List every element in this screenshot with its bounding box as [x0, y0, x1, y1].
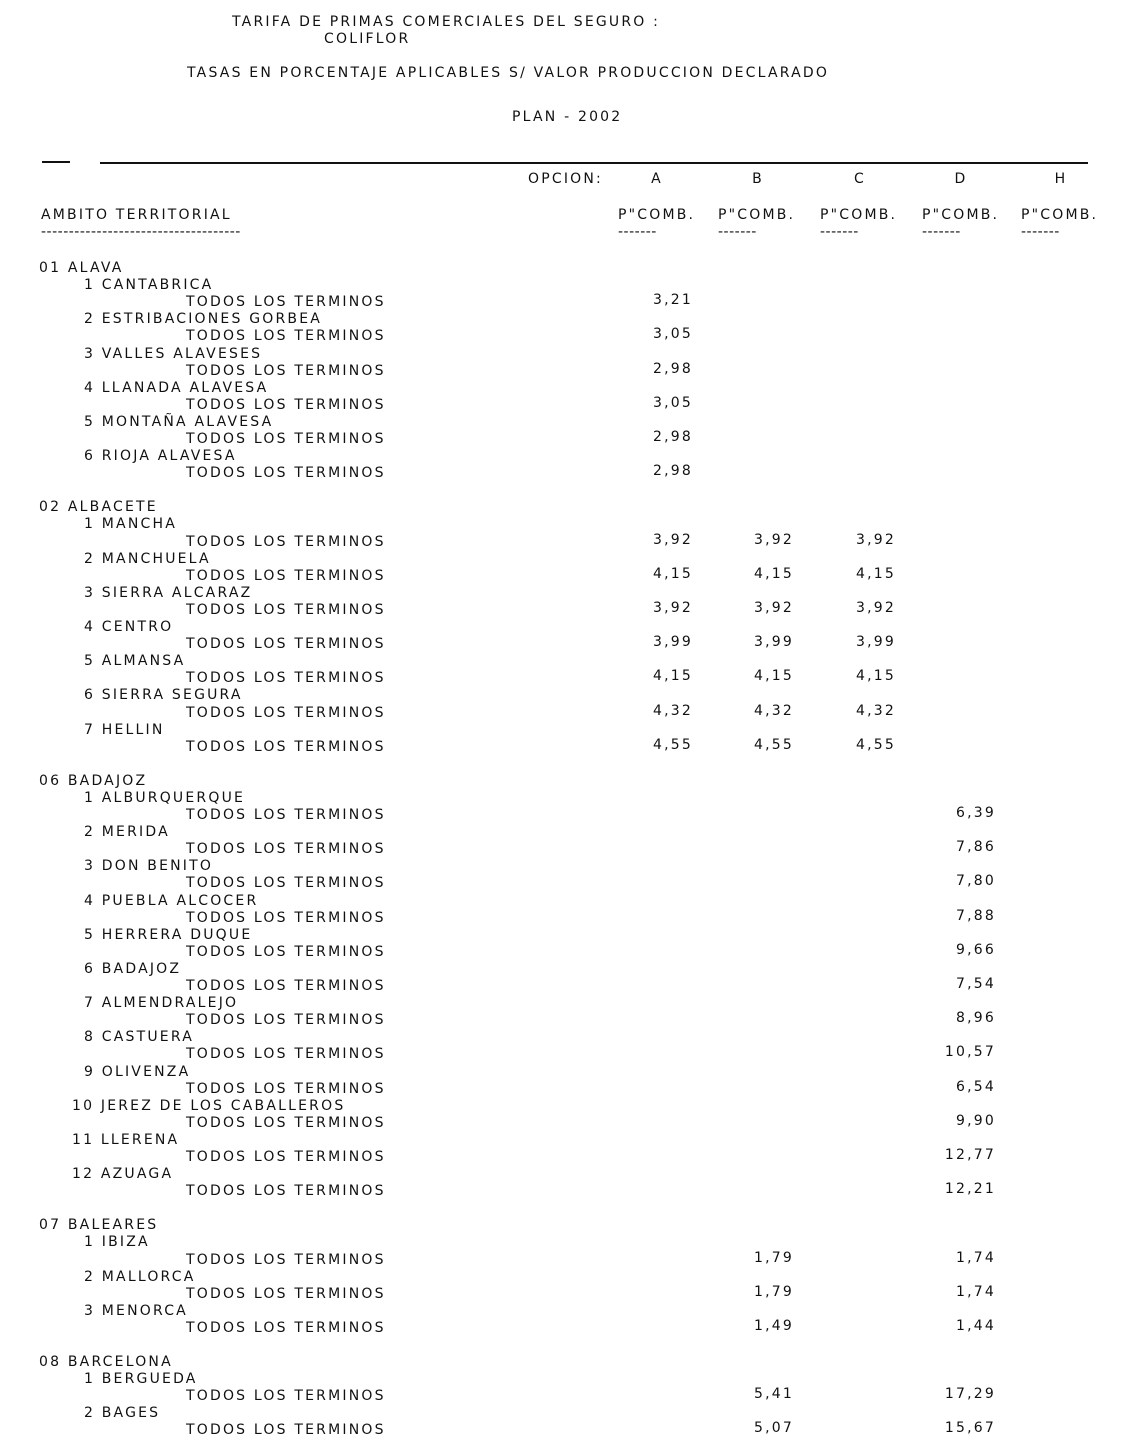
region-name: 4 PUEBLA ALCOCER [84, 892, 259, 909]
province-name: 02 ALBACETE [39, 499, 158, 516]
rate-value: 7,88 [956, 907, 996, 924]
document-subtitle: TASAS EN PORCENTAJE APLICABLES S/ VALOR PRODUCCION DECLARADO [187, 65, 830, 81]
region-name: 3 SIERRA ALCARAZ [84, 584, 253, 601]
terms-label: TODOS LOS TERMINOS [186, 943, 386, 960]
terms-label: TODOS LOS TERMINOS [186, 738, 386, 755]
rate-value: 4,55 [754, 736, 794, 753]
column-underline-b: ------- [718, 224, 757, 240]
terms-label: TODOS LOS TERMINOS [186, 328, 386, 345]
region-name: 1 ALBURQUERQUE [84, 789, 246, 806]
province-name: 01 ALAVA [39, 260, 124, 276]
rate-value: 6,39 [956, 805, 996, 821]
rate-value: 1,44 [956, 1317, 996, 1334]
rate-value: 1,74 [956, 1283, 996, 1300]
option-header-d: D [954, 171, 968, 187]
region-name: 1 BERGUEDA [84, 1371, 198, 1388]
rate-value: 12,77 [944, 1147, 996, 1163]
terms-label: TODOS LOS TERMINOS [186, 1319, 386, 1336]
rate-value: 4,32 [754, 702, 794, 719]
region-name: 3 MENORCA [84, 1302, 188, 1319]
province-name: 06 BADAJOZ [39, 772, 148, 789]
crop-name: COLIFLOR [324, 31, 411, 47]
province-name: 07 BALEARES [39, 1217, 159, 1234]
rate-value: 4,32 [653, 702, 693, 719]
terms-label: TODOS LOS TERMINOS [186, 807, 386, 823]
terms-label: TODOS LOS TERMINOS [186, 1285, 386, 1302]
terms-label: TODOS LOS TERMINOS [186, 1046, 386, 1063]
rate-value: 3,92 [754, 531, 794, 548]
terms-label: TODOS LOS TERMINOS [186, 601, 386, 618]
option-header-c: C [854, 171, 866, 187]
rate-value: 3,21 [653, 292, 693, 309]
region-name: 7 ALMENDRALEJO [84, 995, 239, 1012]
ambito-underline: ------------------------------------ [41, 224, 241, 240]
region-name: 6 RIOJA ALAVESA [84, 448, 237, 465]
region-name: 7 HELLIN [84, 721, 165, 738]
region-name: 2 MALLORCA [84, 1268, 196, 1285]
region-name: 1 MANCHA [84, 516, 177, 533]
region-name: 3 VALLES ALAVESES [84, 345, 263, 362]
terms-label: TODOS LOS TERMINOS [186, 362, 386, 379]
terms-label: TODOS LOS TERMINOS [186, 1080, 386, 1097]
rate-value: 7,80 [956, 873, 996, 890]
option-header-b: B [752, 171, 764, 187]
region-name: 12 AZUAGA [72, 1166, 174, 1183]
rate-value: 15,67 [944, 1420, 996, 1437]
rate-value: 4,15 [754, 668, 794, 685]
region-name: 5 HERRERA DUQUE [84, 926, 253, 943]
region-name: 5 MONTAÑA ALAVESA [84, 413, 274, 430]
rate-value: 10,57 [944, 1044, 996, 1061]
terms-label: TODOS LOS TERMINOS [186, 1149, 386, 1165]
terms-label: TODOS LOS TERMINOS [186, 1012, 386, 1029]
column-label-b: P"COMB. [718, 207, 796, 223]
ambito-label: AMBITO TERRITORIAL [41, 207, 232, 223]
rate-value: 1,79 [754, 1249, 794, 1266]
opcion-label: OPCION: [528, 171, 603, 187]
rate-value: 6,54 [956, 1078, 996, 1095]
column-label-d: P"COMB. [922, 207, 1000, 223]
region-name: 4 CENTRO [84, 619, 174, 635]
terms-label: TODOS LOS TERMINOS [186, 1251, 386, 1268]
rate-value: 5,07 [754, 1420, 794, 1437]
terms-label: TODOS LOS TERMINOS [186, 704, 386, 721]
rate-value: 4,15 [856, 565, 896, 582]
rate-value: 1,49 [754, 1317, 794, 1334]
region-name: 5 ALMANSA [84, 653, 186, 670]
region-name: 2 MANCHUELA [84, 550, 211, 567]
terms-label: TODOS LOS TERMINOS [186, 533, 386, 550]
rate-value: 2,98 [653, 429, 693, 445]
rate-value: 2,98 [653, 360, 693, 377]
rate-value: 3,99 [754, 634, 794, 651]
top-rule [100, 162, 1088, 164]
rate-value: 3,92 [856, 599, 896, 616]
terms-label: TODOS LOS TERMINOS [186, 1183, 386, 1200]
column-underline-d: ------- [922, 224, 961, 240]
rate-value: 4,15 [653, 668, 693, 685]
top-rule-short [42, 161, 70, 163]
rate-value: 3,99 [653, 634, 693, 651]
document-title: TARIFA DE PRIMAS COMERCIALES DEL SEGURO : [232, 14, 661, 30]
region-name: 8 CASTUERA [84, 1029, 194, 1046]
rate-value: 4,15 [856, 668, 896, 685]
rate-value: 3,05 [653, 326, 693, 343]
column-label-c: P"COMB. [820, 207, 898, 223]
rate-value: 7,86 [956, 839, 996, 856]
region-name: 2 BAGES [84, 1405, 161, 1422]
terms-label: TODOS LOS TERMINOS [186, 465, 386, 482]
region-name: 11 LLERENA [72, 1131, 180, 1148]
rate-value: 12,21 [944, 1181, 996, 1198]
rate-value: 9,90 [956, 1112, 996, 1129]
region-name: 6 SIERRA SEGURA [84, 687, 243, 704]
rate-value: 1,79 [754, 1283, 794, 1300]
option-header-a: A [651, 171, 663, 187]
rate-value: 3,92 [653, 531, 693, 548]
terms-label: TODOS LOS TERMINOS [186, 294, 386, 311]
rate-value: 4,55 [653, 736, 693, 753]
rate-value: 5,41 [754, 1386, 794, 1403]
region-name: 2 MERIDA [84, 824, 170, 841]
region-name: 3 DON BENITO [84, 858, 214, 875]
region-name: 9 OLIVENZA [84, 1063, 191, 1080]
column-underline-h: ------- [1021, 224, 1060, 240]
column-underline-a: ------- [618, 224, 657, 240]
rate-value: 7,54 [956, 976, 996, 992]
region-name: 10 JEREZ DE LOS CABALLEROS [72, 1097, 346, 1114]
terms-label: TODOS LOS TERMINOS [186, 1388, 386, 1405]
terms-label: TODOS LOS TERMINOS [186, 567, 386, 584]
terms-label: TODOS LOS TERMINOS [186, 978, 386, 994]
column-label-a: P"COMB. [618, 207, 696, 223]
terms-label: TODOS LOS TERMINOS [186, 841, 386, 858]
terms-label: TODOS LOS TERMINOS [186, 909, 386, 926]
option-header-h: H [1054, 171, 1068, 187]
rate-value: 3,92 [653, 599, 693, 616]
terms-label: TODOS LOS TERMINOS [186, 1422, 386, 1439]
column-label-h: P"COMB. [1021, 207, 1099, 223]
province-name: 08 BARCELONA [39, 1354, 173, 1370]
rate-value: 4,15 [754, 565, 794, 582]
rate-value: 4,55 [856, 736, 896, 753]
rate-value: 1,74 [956, 1249, 996, 1266]
rate-value: 3,92 [754, 599, 794, 616]
rate-value: 3,05 [653, 394, 693, 411]
column-underline-c: ------- [820, 224, 859, 240]
rate-value: 4,15 [653, 565, 693, 582]
rate-value: 9,66 [956, 941, 996, 958]
terms-label: TODOS LOS TERMINOS [186, 396, 386, 413]
region-name: 4 LLANADA ALAVESA [84, 379, 269, 396]
region-name: 1 IBIZA [84, 1234, 150, 1251]
rate-value: 3,92 [856, 531, 896, 548]
terms-label: TODOS LOS TERMINOS [186, 636, 386, 653]
region-name: 6 BADAJOZ [84, 960, 182, 977]
region-name: 1 CANTABRICA [84, 277, 214, 294]
rate-value: 3,99 [856, 634, 896, 651]
region-name: 2 ESTRIBACIONES GORBEA [84, 311, 323, 328]
terms-label: TODOS LOS TERMINOS [186, 875, 386, 892]
plan-label: PLAN - 2002 [512, 109, 623, 125]
rate-value: 17,29 [944, 1386, 996, 1403]
terms-label: TODOS LOS TERMINOS [186, 670, 386, 687]
terms-label: TODOS LOS TERMINOS [186, 1114, 386, 1131]
rate-value: 4,32 [856, 702, 896, 719]
rate-value: 2,98 [653, 463, 693, 480]
terms-label: TODOS LOS TERMINOS [186, 431, 386, 447]
rate-value: 8,96 [956, 1010, 996, 1027]
